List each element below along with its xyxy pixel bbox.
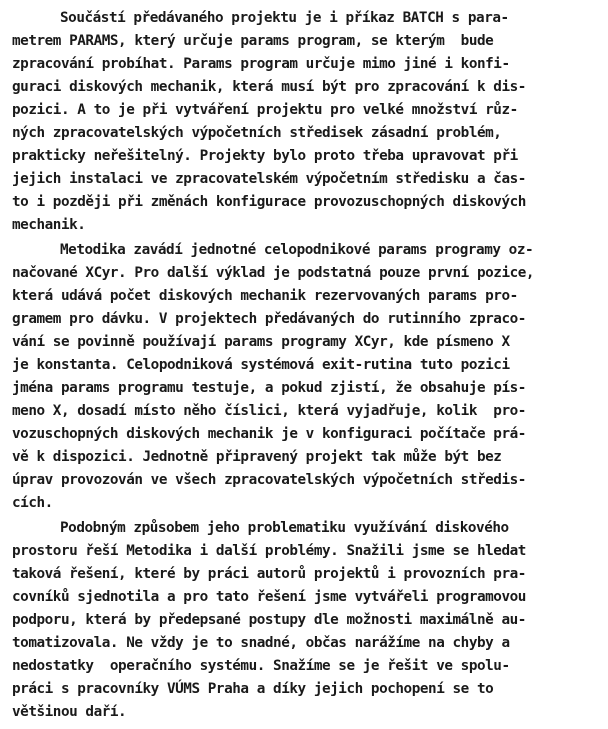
- text-line: podporu, která by předepsané postupy dle možnosti maximálně au-: [12, 612, 526, 628]
- text-line: Metodika zavádí jednotné celopodnikové params programy oz-: [60, 242, 534, 258]
- text-line: zpracování probíhat. Params program určuje mimo jiné i konfi-: [12, 56, 510, 72]
- text-line: vozuschopných diskových mechanik je v konfiguraci počítače prá-: [12, 426, 526, 442]
- text-line: to i později při změnách konfigurace provozuschopných diskových: [12, 194, 526, 210]
- text-line: prostoru řeší Metodika i další problémy. Snažili jsme se hledat: [12, 543, 526, 559]
- text-line: vě k dispozici. Jednotně připravený projekt tak může být bez: [12, 449, 502, 465]
- text-line: Podobným způsobem jeho problematiku využívání diskového: [60, 520, 509, 536]
- text-line: gramem pro dávku. V projektech předávaných do rutinního zpraco-: [12, 311, 526, 327]
- text-line: většinou daří.: [12, 704, 127, 720]
- text-line: meno X, dosadí místo něho číslici, která vyjadřuje, kolik pro-: [12, 403, 526, 419]
- text-line: metrem PARAMS, který určuje params program, se kterým bude: [12, 33, 494, 49]
- text-line: ných zpracovatelských výpočetních středisek zásadní problém,: [12, 125, 502, 141]
- text-line: taková řešení, které by práci autorů projektů i provozních pra-: [12, 566, 526, 582]
- text-line: cích.: [12, 495, 53, 511]
- text-line: nedostatky operačního systému. Snažíme se je řešit ve spolu-: [12, 658, 510, 674]
- text-line: guraci diskových mechanik, která musí být pro zpracování k dis-: [12, 79, 526, 95]
- text-line: práci s pracovníky VÚMS Praha a díky jejich pochopení se to: [12, 681, 494, 697]
- text-line: která udává počet diskových mechanik rezervovaných params pro-: [12, 288, 518, 304]
- text-line: mechanik.: [12, 217, 86, 233]
- text-line: tomatizovala. Ne vždy je to snadné, občas narážíme na chyby a: [12, 635, 510, 651]
- text-line: úprav provozován ve všech zpracovatelských výpočetních středis-: [12, 472, 526, 488]
- text-line: pozici. A to je při vytváření projektu pro velké množství růz-: [12, 102, 518, 118]
- text-line: je konstanta. Celopodniková systémová exit-rutina tuto pozici: [12, 357, 510, 373]
- text-line: prakticky neřešitelný. Projekty bylo proto třeba upravovat při: [12, 148, 518, 164]
- text-line: vání se povinně používají params programy XCyr, kde písmeno X: [12, 334, 510, 350]
- text-line: jejich instalaci ve zpracovatelském výpočetním středisku a čas-: [12, 171, 526, 187]
- text-line: načované XCyr. Pro další výklad je podstatná pouze první pozice,: [12, 265, 535, 281]
- text-line: covníků sjednotila a pro tato řešení jsme vytvářeli programovou: [12, 589, 526, 605]
- text-line: Součástí předávaného projektu je i příkaz BATCH s para-: [60, 10, 509, 26]
- text-line: jména params programu testuje, a pokud zjistí, že obsahuje pís-: [12, 380, 526, 396]
